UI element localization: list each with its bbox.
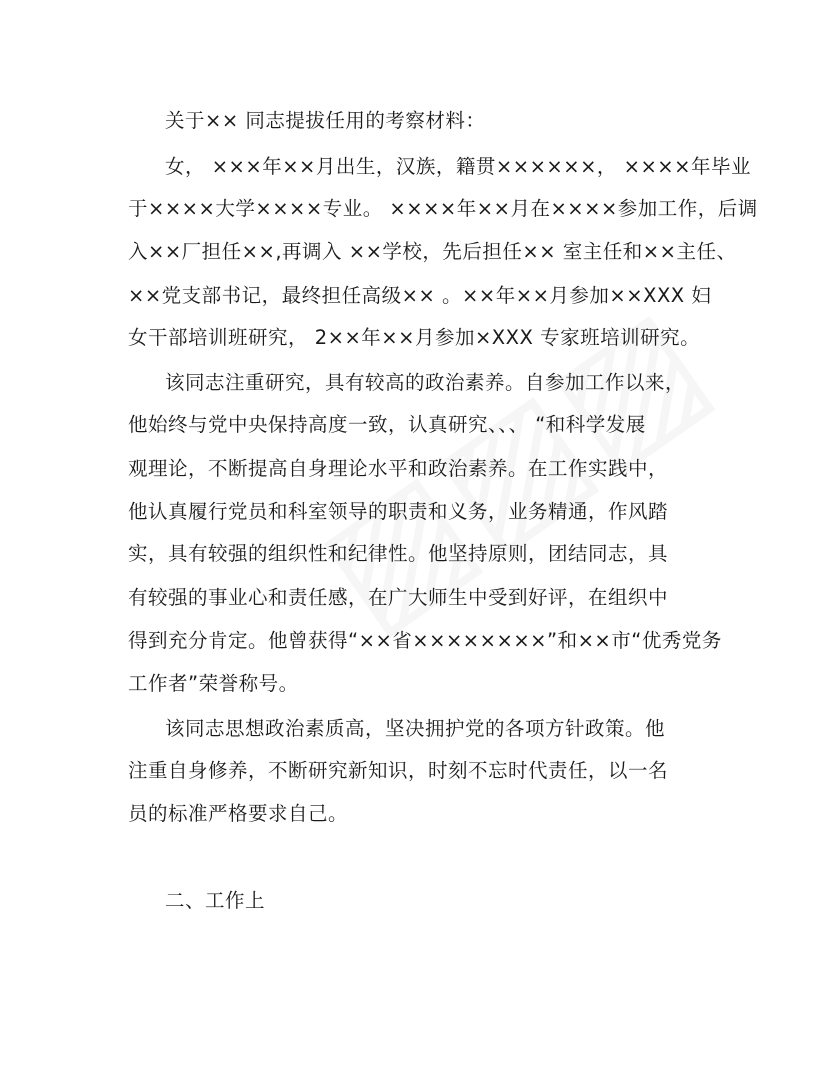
paragraph-2-line-8: 工作者”荣誉称号。 xyxy=(128,672,299,695)
paragraph-1-line-4: ××党支部书记，最终担任高级×× 。××年××月参加××XXX 妇 xyxy=(128,284,712,307)
paragraph-2-line-6: 有较强的事业心和责任感，在广大师生中受到好评，在组织中 xyxy=(128,586,669,609)
paragraph-2-line-3: 观理论，不断提高自身理论水平和政治素养。在工作实践中， xyxy=(128,457,669,480)
paragraph-3-line-2: 注重自身修养，不断研究新知识，时刻不忘时代责任，以一名 xyxy=(128,759,669,782)
document-title-line: 关于×× 同志提拔任用的考察材料： xyxy=(165,109,486,132)
paragraph-2-line-1: 该同志注重研究，具有较高的政治素养。自参加工作以来， xyxy=(165,371,686,394)
paragraph-2-line-7: 得到充分肯定。他曾获得“××省××××××××”和××市“优秀党务 xyxy=(128,629,722,652)
paragraph-2-line-2: 他始终与党中央保持高度一致，认真研究、、、 “和科学发展 xyxy=(128,413,646,436)
paragraph-3-line-3: 员的标准严格要求自己。 xyxy=(128,802,349,825)
section-heading: 二、工作上 xyxy=(165,889,266,912)
paragraph-1-line-1: 女， ×××年××月出生，汉族，籍贯××××××， ××××年毕业 xyxy=(165,155,751,178)
paragraph-1-line-2: 于××××大学××××专业。 ××××年××月在××××参加工作，后调 xyxy=(128,197,758,220)
paragraph-1-line-5: 女干部培训班研究， 2××年××月参加×XXX 专家班培训研究。 xyxy=(128,326,701,349)
paragraph-2-line-5: 实，具有较强的组织性和纪律性。他坚持原则，团结同志，具 xyxy=(128,542,669,565)
paragraph-1-line-3: 入××厂担任××,再调入 ××学校，先后担任×× 室主任和××主任、 xyxy=(128,240,737,263)
paragraph-2-line-4: 他认真履行党员和科室领导的职责和义务，业务精通，作风踏 xyxy=(128,500,669,523)
paragraph-3-line-1: 该同志思想政治素质高，坚决拥护党的各项方针政策。他 xyxy=(165,717,666,740)
